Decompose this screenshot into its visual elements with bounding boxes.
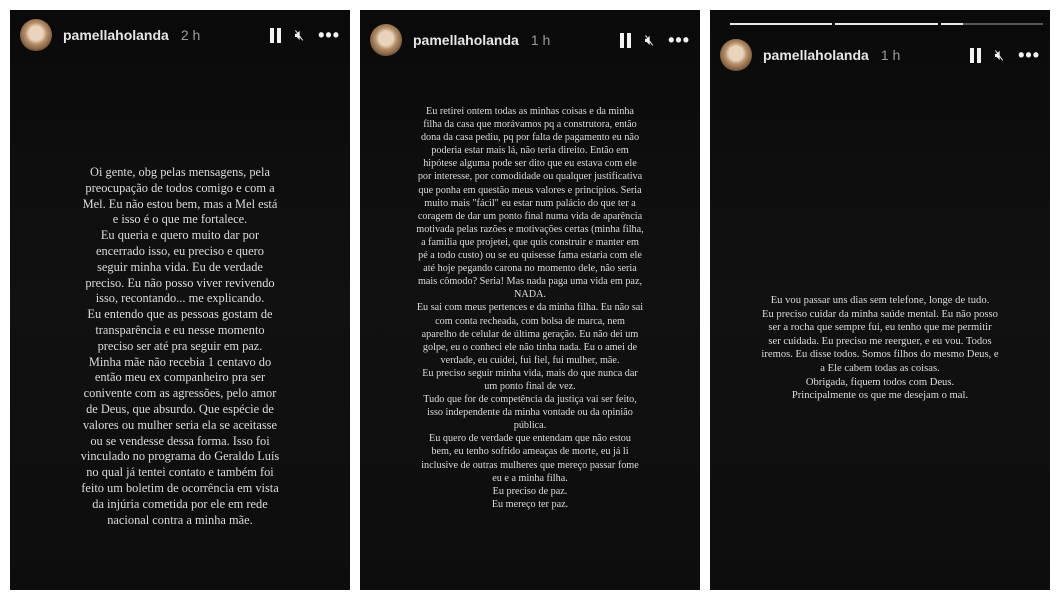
text-line: Eu mereço ter paz. [491, 498, 569, 510]
story-panel-1 [10, 10, 350, 590]
pause-icon[interactable] [620, 33, 631, 48]
avatar[interactable] [20, 19, 52, 51]
text-line: ser cuidada. Eu preciso me reerguer, e eu vou. Todos [768, 335, 992, 347]
username[interactable]: pamellaholanda [413, 32, 519, 48]
text-line: até hoje pegando carona no momento dele, não seria [423, 263, 637, 275]
text-line: Eu preciso cuidar da minha saúde mental. Eu não posso [762, 308, 998, 320]
pause-icon[interactable] [970, 48, 981, 63]
text-line: da injúria cometida por ele em rede [92, 496, 268, 511]
story-header [720, 39, 1040, 71]
text-line: nacional contra a minha mãe. [107, 512, 253, 527]
story-panel-3 [710, 10, 1050, 590]
text-line: vinculado no programa do Geraldo Luís [80, 449, 280, 464]
text-line: Tudo que for de competência da justiça vai ser feito, [423, 394, 637, 406]
progress-segment [941, 23, 1043, 25]
text-line: Eu sai com meus pertences e da minha filha. Eu não sai [416, 302, 644, 314]
story-header [20, 19, 340, 51]
text-line: dona da casa pediu, pq por falta de pagamento eu não [420, 132, 640, 144]
more-options-icon[interactable]: ••• [668, 29, 690, 50]
text-line: então meu ex companheiro pra ser [94, 370, 266, 385]
text-line: seguir minha vida. Eu de verdade [97, 259, 263, 274]
text-line: com conta recheada, com bolsa de marca, nem [435, 315, 625, 327]
text-line: no qual já tentei contato e também foi [86, 465, 274, 480]
text-line: Eu quero de verdade que entendam que não estou [429, 433, 631, 445]
progress-segment [835, 23, 937, 25]
avatar[interactable] [370, 24, 402, 56]
text-line: de Deus, que absurdo. Que espécie de [86, 401, 274, 416]
progress-segment [730, 23, 832, 25]
text-line: muito mais "fácil" eu estar num palácio do que ter a [424, 197, 636, 209]
text-line: Eu retirei ontem todas as minhas coisas e da minha [426, 106, 634, 117]
text-line: encerrado isso, eu preciso e quero [96, 243, 264, 258]
story-header [370, 24, 690, 56]
text-line: Mel. Eu não estou bem, mas a Mel está [82, 196, 278, 211]
story-text [360, 105, 700, 511]
text-line: pé a todo custo) ou se eu quisesse fama estaria com ele [418, 250, 642, 262]
text-line: Oi gente, obg pelas mensagens, pela [90, 165, 270, 179]
text-line: aparelho de celular de última geração. Eu não dei um [421, 328, 639, 340]
text-line: um ponto final de vez. [484, 380, 576, 392]
pause-icon[interactable] [270, 28, 281, 43]
timestamp: 2 h [180, 27, 201, 43]
avatar[interactable] [720, 39, 752, 71]
text-line: isso independente da minha vontade ou da opinião [427, 407, 633, 419]
text-line: hipótese alguma pode ser dito que eu estava com ele [423, 158, 637, 170]
text-line: bem, eu tenho sofrido ameaças de morte, eu já li [431, 446, 629, 458]
muted-speaker-icon[interactable]: 🔇︎ [644, 31, 655, 49]
text-line: transparência e eu nesse momento [95, 322, 265, 337]
text-line: Principalmente os que me desejam o mal. [791, 390, 969, 402]
text-line: Eu vou passar uns dias sem telefone, longe de tudo. [770, 295, 990, 306]
text-line: inclusive de outras mulheres que mereço passar fome [421, 459, 639, 471]
text-line: Obrigada, fiquem todos com Deus. [805, 376, 955, 388]
text-line: iremos. Eu disse todos. Somos filhos do mesmo Deus, e [761, 349, 999, 361]
text-line: conivente com as agressões, pelo amor [83, 386, 277, 401]
text-line: preocupação de todos comigo e com a [85, 180, 275, 195]
text-line: pública. [513, 420, 547, 432]
text-line: Eu queria e quero muito dar por [100, 228, 260, 243]
text-line: valores ou mulher seria ela se aceitasse [82, 417, 278, 432]
timestamp: 1 h [880, 47, 901, 63]
text-line: que ponha em questão meus valores e princípios. Seria [418, 184, 642, 196]
text-line: golpe, eu o conheci ele não tinha nada. Eu o amei de [422, 341, 638, 353]
text-line: a Ele cabem todas as coisas. [820, 362, 940, 374]
text-line: Eu entendo que as pessoas gostam de [87, 307, 273, 322]
text-line: verdade, eu cuidei, fui fiel, fui mulher, mãe. [440, 354, 620, 366]
story-panel-2 [360, 10, 700, 590]
text-line: poderia estar mais lá, não teria direito. Então em [431, 145, 629, 157]
story-text [10, 165, 350, 528]
text-line: motivada pelas razões e motivações certas (minha filha, [416, 223, 644, 235]
text-line: isso, recontando... me explicando. [95, 291, 265, 306]
story-text [710, 294, 1050, 403]
story-progress-bar [730, 23, 1043, 25]
text-line: mais cômodo? Seria! Mas nada paga uma vida em paz, [417, 276, 643, 288]
text-line: feito um boletim de ocorrência em vista [81, 480, 279, 495]
username[interactable]: pamellaholanda [63, 27, 169, 43]
text-line: filha da casa que morávamos pq a construtora, então [423, 119, 637, 131]
text-line: preciso. Eu não posso viver revivendo [85, 275, 275, 290]
text-line: Eu preciso de paz. [492, 485, 568, 497]
text-line: ser a rocha que sempre fui, eu tenho que me permitir [768, 322, 992, 334]
muted-speaker-icon[interactable]: 🔇︎ [294, 26, 305, 44]
text-line: preciso ser até pra seguir em paz. [97, 338, 263, 353]
more-options-icon[interactable]: ••• [318, 24, 340, 45]
username[interactable]: pamellaholanda [763, 47, 869, 63]
text-line: NADA. [514, 289, 546, 301]
text-line: a família que projetei, que quis construir e manter em [421, 236, 639, 248]
text-line: Eu preciso seguir minha vida, mais do que nunca dar [422, 367, 638, 379]
timestamp: 1 h [530, 32, 551, 48]
text-line: coragem de dar um ponto final numa vida de aparência [417, 210, 643, 222]
text-line: eu e a minha filha. [492, 472, 568, 484]
more-options-icon[interactable]: ••• [1018, 44, 1040, 65]
text-line: Minha mãe não recebia 1 centavo do [88, 354, 272, 369]
text-line: por interesse, por comodidade ou qualquer justificativa [417, 171, 643, 183]
text-line: e isso é o que me fortalece. [112, 212, 248, 227]
muted-speaker-icon[interactable]: 🔇︎ [994, 46, 1005, 64]
text-line: ou se vendesse dessa forma. Isso foi [90, 433, 270, 448]
